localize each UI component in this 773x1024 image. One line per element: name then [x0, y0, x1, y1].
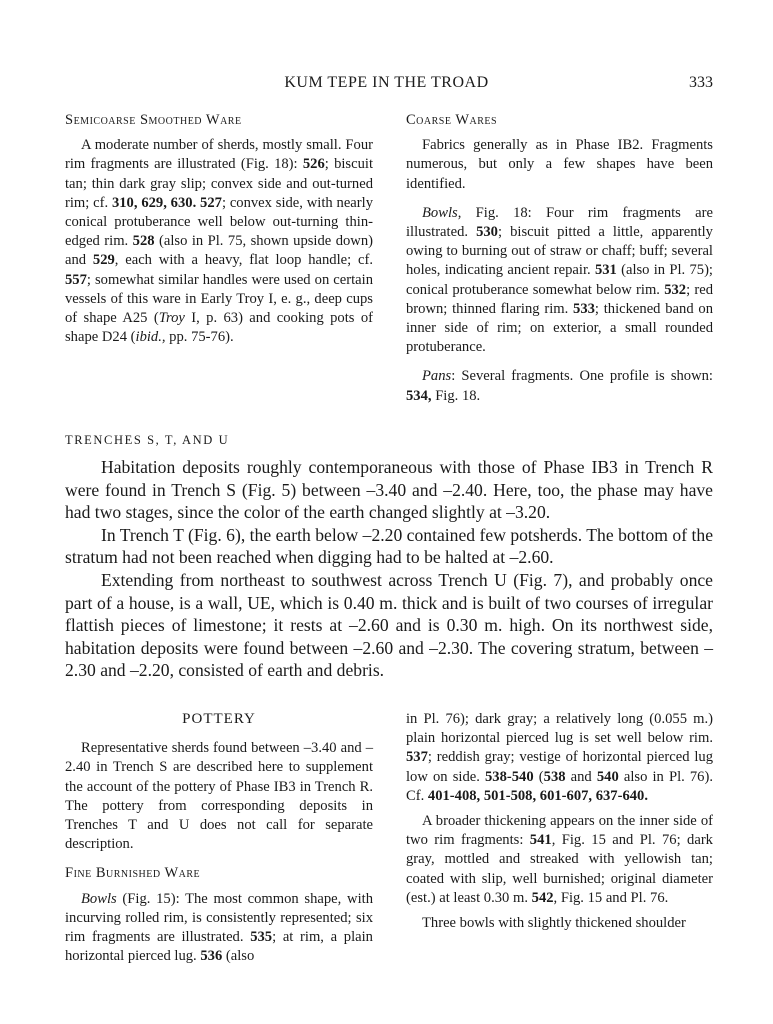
left-column-bottom	[65, 710, 373, 966]
coarse-bowls-paragraph: Bowls, Fig. 18: Four rim fragments are illustrated. 530; biscuit pitted a little, apparently owing to burning out of straw or chaff; buff; several holes, indicating ancient repair. 531 (also in Pl. 75); conical protuberance somewhat below rim. 532; red brown; thinned flaring rim. 533; thickened band on inner side of rim; on exterior, a small rounded protuberance.	[406, 204, 713, 356]
pottery-heading: POTTERY	[182, 711, 256, 727]
pottery-paragraph: Representative sherds found between –3.40 and –2.40 in Trench S are described here to supplement the account of the pottery of Phase IB3 in Trench R. The pottery from corresponding deposits in Trenches T and U does not call for separate description.	[65, 740, 373, 853]
semicoarse-heading: Semicoarse Smoothed Ware	[65, 112, 242, 128]
trench-t-paragraph: In Trench T (Fig. 6), the earth below –2.20 contained few potsherds. The bottom of the stratum had not been reached when digging had to be halted at –2.60.	[65, 524, 713, 568]
trenches-section-title: TRENCHES S, T, AND U	[65, 433, 230, 447]
right-column-bottom	[406, 710, 713, 933]
three-bowls-paragraph: Three bowls with slightly thickened shoulder	[422, 915, 686, 932]
trenches-text	[65, 456, 713, 682]
running-header	[0, 74, 773, 98]
continued-paragraph: in Pl. 76); dark gray; a relatively long (0.055 m.) plain horizontal pierced lug is set well below rim. 537; reddish gray; vestige of horizontal pierced lug low on side. 538-540 (538 and 540 also in Pl. 76). Cf. 401-408, 501-508, 601-607, 637-640.	[406, 711, 713, 804]
left-column-top	[65, 111, 373, 347]
coarse-wares-paragraph: Fabrics generally as in Phase IB2. Fragments numerous, but only a few shapes have been identified.	[406, 137, 713, 192]
coarse-wares-heading: Coarse Wares	[406, 112, 498, 128]
trench-s-paragraph: Habitation deposits roughly contemporaneous with those of Phase IB3 in Trench R were found in Trench S (Fig. 5) between –3.40 and –2.40. Here, too, the phase may have had two stages, since the color of the earth changed slightly at –3.20.	[65, 457, 713, 523]
fine-bowls-paragraph: Bowls (Fig. 15): The most common shape, with incurving rolled rim, is consistently represented; six rim fragments are illustrated. 535; at rim, a plain horizontal pierced lug. 536 (also	[65, 890, 373, 965]
broader-thickening-paragraph: A broader thickening appears on the inner side of two rim fragments: 541, Fig. 15 and Pl. 76; dark gray, mottled and streaked with yellowish tan; coated with slip, well burnished; original diameter (est.) at least 0.30 m. 542, Fig. 15 and Pl. 76.	[406, 813, 713, 906]
right-column-top	[406, 111, 713, 406]
semicoarse-paragraph: A moderate number of sherds, mostly small. Four rim fragments are illustrated (Fig. 18): 526; biscuit tan; thin dark gray slip; convex side and out-turned rim; cf. 310, 629, 630. 527; convex side, with nearly conical protuberance well below out-turning thin-edged rim. 528 (also in Pl. 75, shown upside down) and 529, each with a heavy, flat loop handle; cf. 557; somewhat similar handles were used on certain vessels of this ware in Early Troy I, e. g., deep cups of shape A25 (Troy I, p. 63) and cooking pots of shape D24 (ibid., pp. 75-76).	[65, 137, 373, 346]
trench-u-paragraph: Extending from northeast to southwest across Trench U (Fig. 7), and probably once part of a house, is a wall, UE, which is 0.40 m. thick and is built of two courses of irregular flattish pieces of limestone; it rests at –2.60 and is 0.30 m. high. On its northwest side, habitation deposits were found between –2.60 and –2.30. The covering stratum, between –2.30 and –2.20, consisted of earth and debris.	[65, 569, 713, 681]
coarse-pans-paragraph: Pans: Several fragments. One profile is shown: 534, Fig. 18.	[406, 368, 713, 404]
fine-burnished-heading: Fine Burnished Ware	[65, 865, 201, 882]
page-number: 333	[689, 74, 713, 91]
running-title: KUM TEPE IN THE TROAD	[284, 74, 489, 91]
